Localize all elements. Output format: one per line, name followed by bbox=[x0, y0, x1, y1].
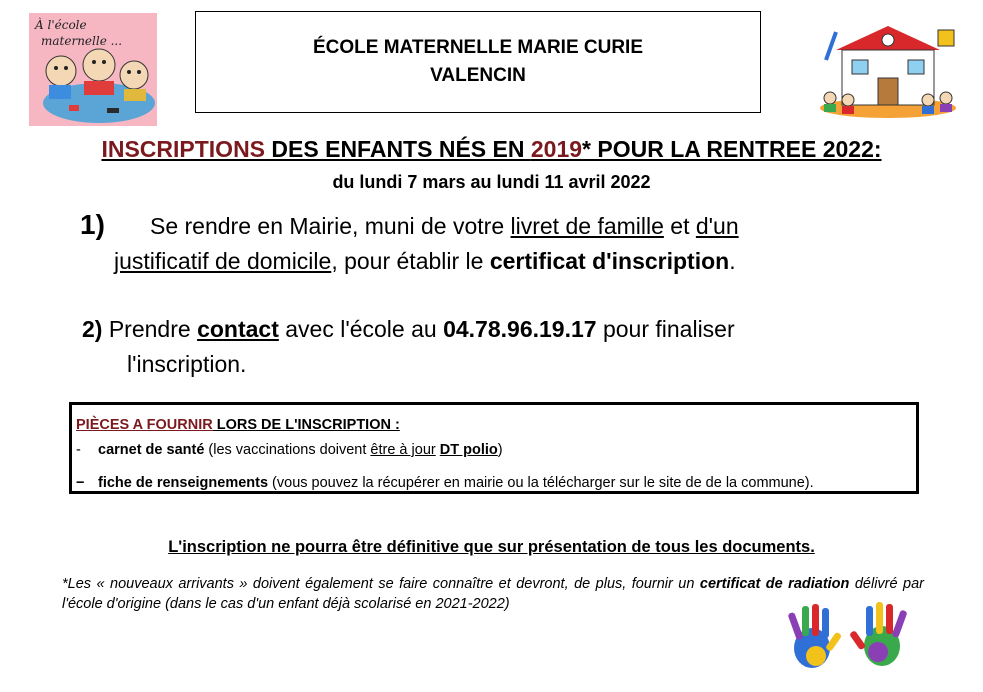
etre-a-jour: être à jour bbox=[370, 442, 436, 458]
step-1-number: 1) bbox=[80, 209, 105, 240]
painted-hands-illustration bbox=[776, 600, 922, 672]
dt-polio: DT polio bbox=[439, 442, 498, 458]
notice: L'inscription ne pourra être définitive que sur présentation de tous les documents. bbox=[168, 538, 815, 556]
heading-inscriptions: INSCRIPTIONS bbox=[101, 136, 266, 162]
item1-close: ) bbox=[497, 442, 503, 458]
phone-number: 04.78.96.19.17 bbox=[443, 316, 597, 342]
registration-dates: du lundi 7 mars au lundi 11 avril 2022 bbox=[332, 172, 651, 192]
school-name: ÉCOLE MATERNELLE MARIE CURIE bbox=[312, 37, 644, 58]
school-house-illustration bbox=[818, 20, 958, 120]
footnote-text: *Les « nouveaux arrivants » doivent également se faire connaître et devront, de plus, fournir un bbox=[62, 576, 700, 592]
heading-year: 2019 bbox=[530, 136, 583, 162]
step-2-line-2: l'inscription. bbox=[127, 351, 247, 377]
dun: d'un bbox=[695, 213, 739, 239]
certificat-inscription: certificat d'inscription bbox=[489, 248, 730, 274]
carnet-de-sante: carnet de santé bbox=[98, 442, 205, 458]
step-2-number: 2) bbox=[82, 316, 103, 342]
document-item-health-record bbox=[76, 442, 503, 458]
title-box bbox=[195, 11, 761, 113]
documents-title-red: PIÈCES A FOURNIR bbox=[76, 417, 213, 433]
town-name: VALENCIN bbox=[430, 65, 526, 86]
contact-word: contact bbox=[197, 316, 279, 342]
step-2-text-2: avec l'école au bbox=[278, 316, 444, 342]
document-item-info-sheet bbox=[76, 475, 814, 491]
step-1-period: . bbox=[729, 248, 736, 274]
footnote-text-2: délivré par l'école d'origine (dans le cas d'un enfant déjà scolarisé en 2021-2022) bbox=[62, 576, 924, 612]
bullet: - bbox=[76, 442, 81, 458]
step-2-text-3: pour finaliser bbox=[596, 316, 735, 342]
documents-box bbox=[69, 402, 919, 494]
step-1-and: et bbox=[663, 213, 696, 239]
documents-title-rest: LORS DE L'INSCRIPTION : bbox=[212, 417, 400, 433]
heading-end: * POUR LA RENTREE 2022: bbox=[582, 136, 882, 162]
step-1-text-2: , pour établir le bbox=[331, 248, 490, 274]
heading-middle: DES ENFANTS NÉS EN bbox=[265, 136, 531, 162]
certificat-de-radiation: certificat de radiation bbox=[699, 576, 850, 592]
book-cover-illustration bbox=[29, 13, 157, 126]
item2-text: (vous pouvez la récupérer en mairie ou la télécharger sur le site de de la commune). bbox=[268, 475, 814, 491]
bullet: − bbox=[76, 475, 85, 491]
step-2-text: Prendre bbox=[102, 316, 198, 342]
documents-title bbox=[76, 417, 400, 433]
fiche-de-renseignements: fiche de renseignements bbox=[98, 475, 269, 491]
main-heading bbox=[0, 136, 983, 163]
item1-text: (les vaccinations doivent bbox=[204, 442, 371, 458]
book-title-line2: maternelle ... bbox=[41, 34, 123, 48]
step-1-text: Se rendre en Mairie, muni de votre bbox=[150, 213, 511, 239]
livret-de-famille: livret de famille bbox=[510, 213, 664, 239]
step-2 bbox=[82, 312, 882, 382]
step-1 bbox=[80, 207, 880, 279]
book-title-line1: À l'école bbox=[35, 18, 87, 32]
justificatif-de-domicile: justificatif de domicile bbox=[114, 248, 332, 274]
